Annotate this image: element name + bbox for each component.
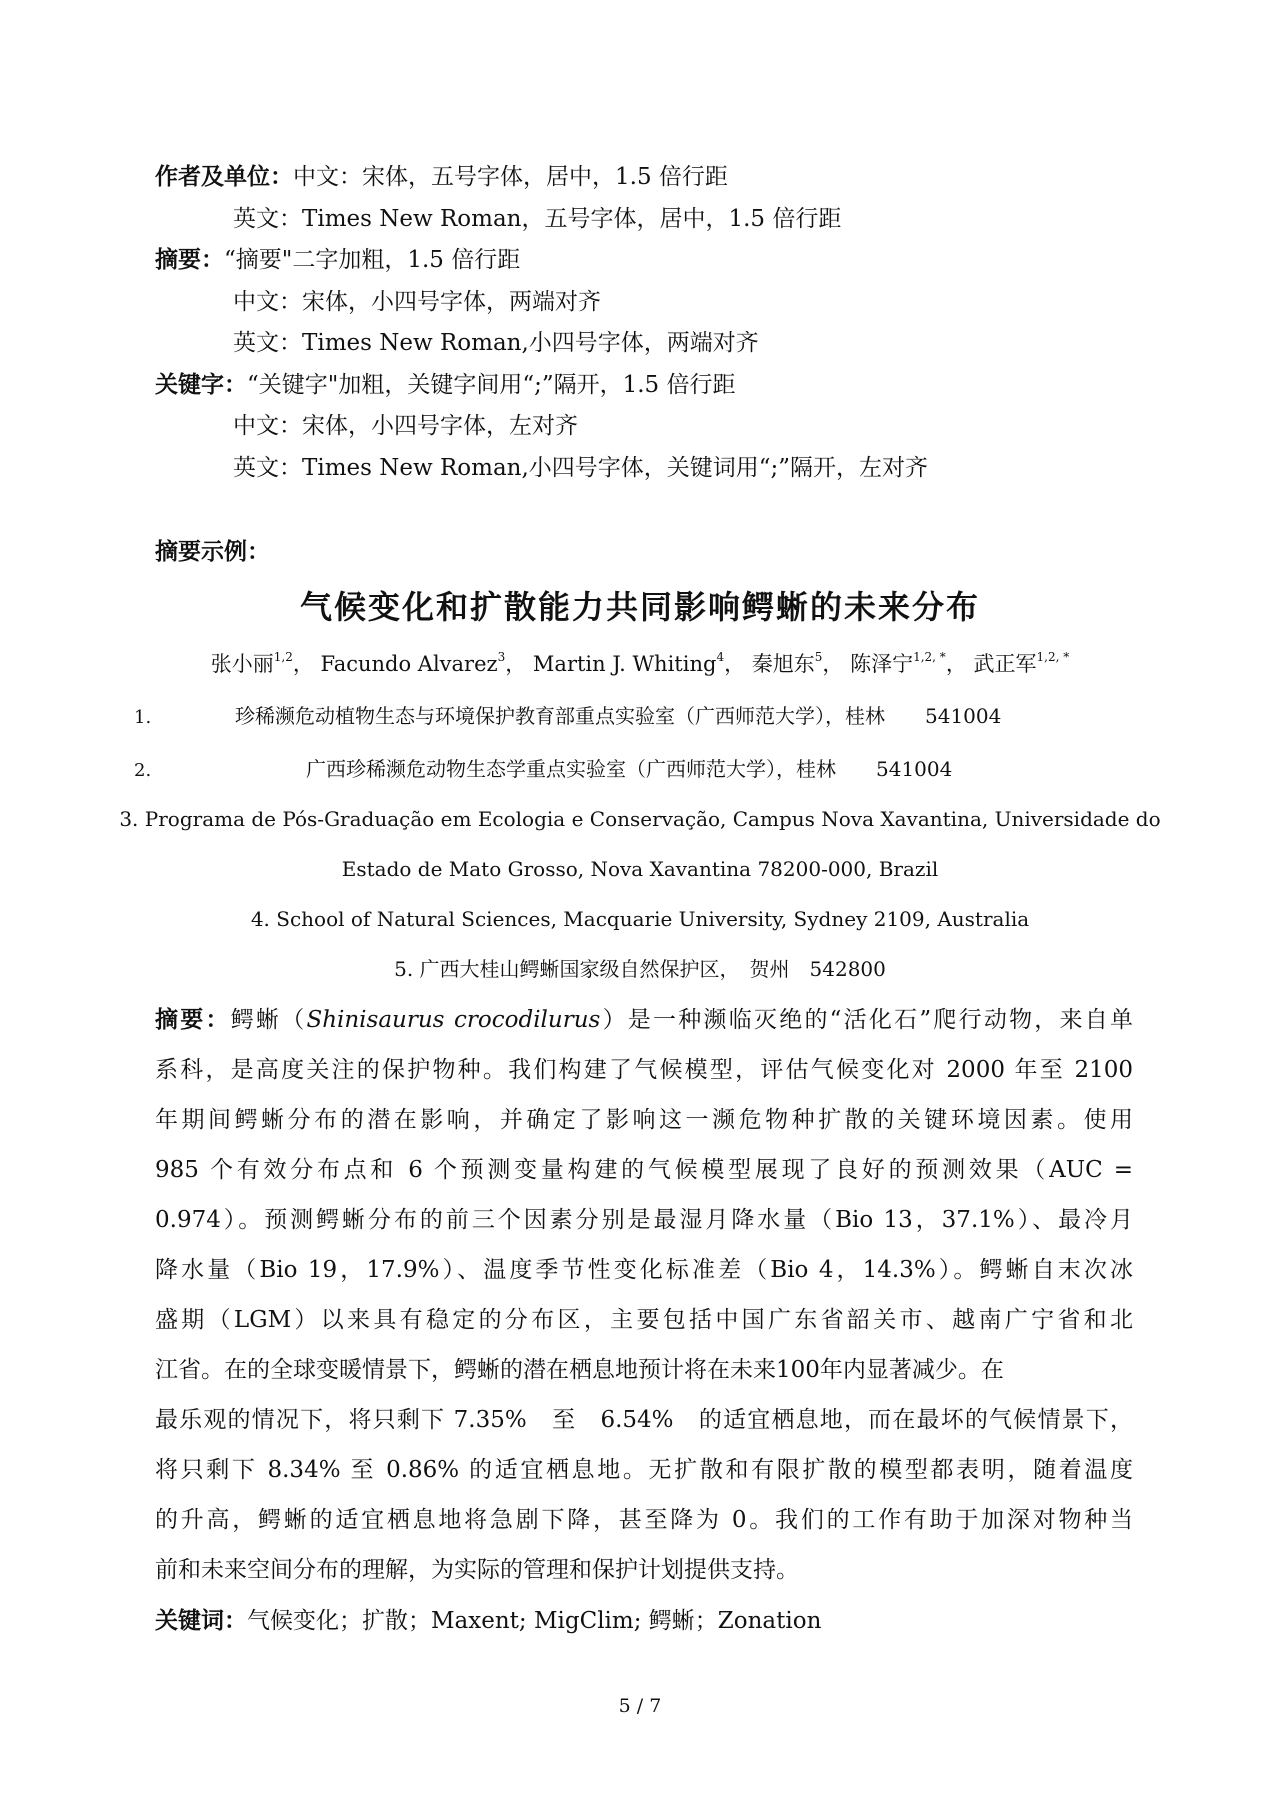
affiliation-5: 5. 广西大桂山鳄蜥国家级自然保护区， 贺州 542800 [394,957,886,981]
abstract-line-3: 年期间鳄蜥分布的潜在影响，并确定了影响这一濒危物种扩散的关键环境因素。使用 [155,1107,1133,1133]
spec-keywords-label: 关键字： [155,371,247,398]
author-6: 武正军$^{1,2, *}$ [973,650,1070,676]
keywords-text: 气候变化；扩散；Maxent; MigClim; 鳄蜥；Zonation [247,1608,822,1634]
spec-abstract-rule: “摘要"二字加粗，1.5 倍行距 [224,247,521,273]
abstract-line-7: 盛期（LGM）以来具有稳定的分布区，主要包括中国广东省韶关市、越南广宁省和北 [155,1307,1133,1333]
abstract-line-5: 0.974）。预测鳄蜥分布的前三个因素分别是最湿月降水量（Bio 13，37.1%）、最冷月 [155,1207,1133,1233]
affiliation-4: 4. School of Natural Sciences, Macquarie University, Sydney 2109, Australia [250,907,1030,931]
author-1: 张小丽$^{1,2}$， [210,650,314,676]
spec-keywords-line [155,369,736,401]
abstract-line-4: 985 个有效分布点和 6 个预测变量构建的气候模型展现了良好的预测效果（AUC = [155,1157,1133,1183]
species-name: Shinisaurus crocodilurus [306,1007,601,1033]
spec-keywords-en: 英文：Times New Roman,小四号字体，关键词用“;”隔开，左对齐 [233,455,929,481]
author-3: Martin J. Whiting$^4$， [532,650,746,676]
example-heading: 摘要示例： [155,538,270,565]
abstract-line-1: 摘要：鳄蜥（Shinisaurus crocodilurus）是一种濒临灭绝的“活化石”爬行动物，来自单 [155,1006,1134,1033]
author-2: Facundo Alvarez$^3$， [320,650,527,676]
author-4: 秦旭东$^5$， [751,650,844,676]
abstract-line-11: 的升高，鳄蜥的适宜栖息地将急剧下降，甚至降为 0。我们的工作有助于加深对物种当 [155,1507,1133,1533]
spec-authors-line [155,161,728,193]
spec-keywords-cn: 中文：宋体，小四号字体，左对齐 [233,413,578,439]
affiliation-2-number: 2. [134,760,152,781]
spec-abstract-line [155,244,520,276]
author-list [0,648,1280,680]
abstract-line-12: 前和未来空间分布的理解，为实际的管理和保护计划提供支持。 [155,1557,799,1583]
spec-abstract-label: 摘要： [155,246,224,273]
abstract-line-9: 最乐观的情况下，将只剩下 7.35% 至 6.54% 的适宜栖息地，而在最坏的气候情景下， [155,1407,1133,1433]
spec-authors-cn: 中文：宋体，五号字体，居中，1.5 倍行距 [293,164,728,190]
abstract-line-10: 将只剩下 8.34% 至 0.86% 的适宜栖息地。无扩散和有限扩散的模型都表明，随着温度 [155,1457,1133,1483]
keywords-line [155,1605,821,1637]
abstract-label: 摘要： [155,1006,231,1033]
abstract-line-8: 江省。在的全球变暖情景下，鳄蜥的潜在栖息地预计将在未来100年内显著减少。在 [155,1357,1004,1383]
paper-title: 气候变化和扩散能力共同影响鳄蜥的未来分布 [299,588,980,626]
page-number: 5 / 7 [618,1695,662,1717]
spec-keywords-rule: “关键字"加粗，关键字间用“;”隔开，1.5 倍行距 [247,372,736,398]
abstract-line-6: 降水量（Bio 19，17.9%）、温度季节性变化标准差（Bio 4，14.3%）。鳄蜥自末次冰 [155,1257,1133,1283]
affiliation-2: 广西珍稀濒危动物生态学重点实验室（广西师范大学），桂林 541004 [306,757,953,781]
abstract-line-2: 系科，是高度关注的保护物种。我们构建了气候模型，评估气候变化对 2000 年至 2100 [155,1057,1133,1083]
spec-abstract-en: 英文：Times New Roman,小四号字体，两端对齐 [233,330,759,356]
spec-abstract-cn: 中文：宋体，小四号字体，两端对齐 [233,289,601,315]
spec-authors-en: 英文：Times New Roman，五号字体，居中，1.5 倍行距 [233,206,842,232]
affiliation-1: 珍稀濒危动植物生态与环境保护教育部重点实验室（广西师范大学），桂林 541004 [235,704,1002,728]
author-5: 陈泽宁$^{1,2, *}$， [850,650,967,676]
affiliation-3-line2: Estado de Mato Grosso, Nova Xavantina 78200-000, Brazil [341,857,939,881]
keywords-label: 关键词： [155,1607,247,1634]
spec-authors-label: 作者及单位： [155,163,293,190]
affiliation-3-line1: 3. Programa de Pós-Graduação em Ecologia e Conservação, Campus Nova Xavantina, Universidade do [119,807,1161,831]
affiliation-1-number: 1. [134,707,152,728]
